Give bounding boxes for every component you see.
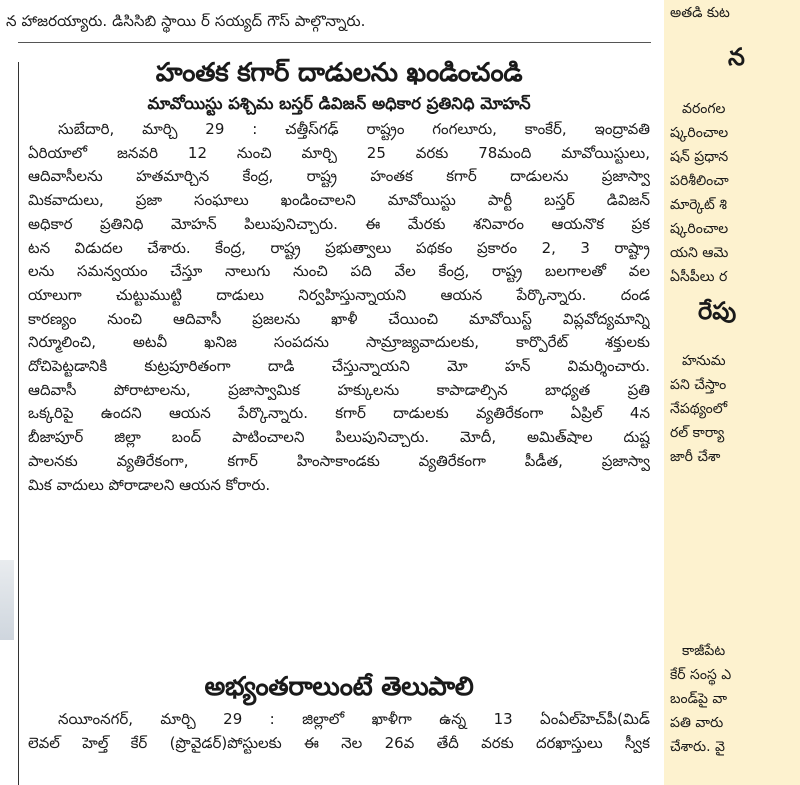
adjacent-text: ఏసీపీలు ర <box>670 269 728 285</box>
body-line: నయీంనగర్, మార్చి 29 : జిల్లాలో ఖాళీగా ఉన్న 13 ఏంఏల్‌హెచ్‌పీ(మిడ్ <box>58 710 650 728</box>
adjacent-text: నేపథ్యంలో <box>670 401 728 417</box>
body-line: నిర్మూలించి, అటవీ ఖనిజ సంపదను సామ్రాజ్యవాదులకు, కార్పొరేట్ శక్తులకు <box>28 333 650 352</box>
adjacent-heading: న <box>728 43 745 71</box>
adjacent-heading: రేపు <box>698 297 737 325</box>
adjacent-text: ష్కరించాల <box>670 125 729 141</box>
adjacent-text: ష్కరించాల <box>670 221 729 237</box>
column-divider <box>18 62 19 785</box>
body-line: ఆదివాసీ పోరాటాలను, ప్రజాస్వామిక హక్కులను కాపాడాల్సిన బాధ్యత ప్రతి <box>28 380 650 399</box>
article-subheadline: మావోయిస్టు పశ్చిమ బస్తర్ డివిజన్ అధికార ప్రతినిధి మోహన్ <box>147 94 531 113</box>
adjacent-text: వరంగల <box>682 101 726 117</box>
article-headline: హంతక కగార్ దాడులను ఖండించండి <box>155 58 523 88</box>
body-line: పాలనకు వ్యతిరేకంగా, కగార్ హింసాకాండకు వ్యతిరేకంగా పీడీత, ప్రజాస్వా <box>28 451 650 470</box>
article-objections <box>28 670 650 755</box>
body-line: టన విడుదల చేశారు. కేంద్ర, రాష్ట్ర ప్రభుత్వాలు పథకం ప్రకారం 2, 3 రాష్ట్రా <box>28 238 650 257</box>
body-line: ఒక్కరిపై ఉందని ఆయన పేర్కొన్నారు. కగార్ దాడులకు వ్యతిరేకంగా ఏప్రిల్ 4న <box>28 404 650 423</box>
adjacent-text: పని చేస్తాం <box>670 377 727 393</box>
adjacent-text: రల్ కార్యా <box>670 425 725 441</box>
previous-article-tail <box>0 0 655 44</box>
adjacent-text: అతడి కుట <box>670 5 730 21</box>
body-line: మికవాదులు, ప్రజా సంఘాలు ఖండించాలని మావోయిస్టు పార్టీ బస్తర్ డివిజన్ <box>28 191 650 210</box>
article-body <box>28 118 650 497</box>
adjacent-text: యని ఆమె <box>670 245 729 261</box>
body-line: యాలుగా చుట్టుముట్టి దాడులు నిర్వహిస్తున్నాయని ఆయన పేర్కొన్నారు. దండ <box>28 285 650 304</box>
adjacent-text: మార్కెట్ శి <box>670 197 728 213</box>
adjacent-text: కాజీపేట <box>682 643 726 659</box>
article-headline: అభ్యంతరాలుంటే తెలుపాలి <box>204 672 474 702</box>
previous-article-text: న హాజరయ్యారు. డిసిసిబి స్థాయి ర్ సయ్యద్ గౌస్ పాల్గొన్నారు. <box>6 12 366 30</box>
adjacent-column <box>664 0 800 785</box>
adjacent-text: పరిశీలించా <box>670 173 729 189</box>
body-line: అధికార ప్రతినిధి మోహన్ పిలుపునిచ్చారు. ఈ మేరకు శనివారం ఆయనొక ప్రక <box>28 214 650 233</box>
adjacent-text: పతి వారు <box>670 715 724 731</box>
body-line: లను సమన్వయం చేస్తూ నాలుగు నుంచి పది వేల కేంద్ర, రాష్ట్ర బలగాలతో వల <box>28 262 650 281</box>
top-divider <box>18 42 651 43</box>
body-line: మిక వాదులు పోరాడాలని ఆయన కోరారు. <box>28 475 271 494</box>
body-line: దోచిపెట్టడానికి కుట్రపూరితంగా దాడి చేస్తున్నాయని మో హన్ విమర్శించారు. <box>28 357 650 376</box>
body-line: ఆదివాసీలను హతమార్చిన కేంద్ర, రాష్ట్ర హంతక కగార్ దాడులను ప్రజాస్వా <box>28 167 650 186</box>
article-body <box>28 708 650 755</box>
body-line: ఏరియాలో జనవరి 12 నుంచి మార్చి 25 వరకు 78మంది మావోయిస్టులు, <box>28 143 650 162</box>
adjacent-text: బండ్‌పై వా <box>670 691 728 707</box>
adjacent-text: షన్ ప్రధాన <box>670 149 729 165</box>
body-line: సుబేదారి, మార్చి 29 : చత్తీస్‌గఢ్ రాష్ట్రం గంగలూరు, కాంకేర్, ఇంద్రావతి <box>58 120 650 138</box>
body-line: కారణ్యం నుంచి ఆదివాసీ ప్రజలను ఖాళీ చేయించి మావోయిస్ట్ విప్లవోద్యమాన్ని <box>28 309 650 328</box>
adjacent-text: హనుమ <box>682 353 726 369</box>
adjacent-text: జారీ చేశా <box>670 449 721 465</box>
adjacent-text: కేర్ సంస్థ ఎ <box>670 667 732 683</box>
adjacent-text: చేశారు. వై <box>670 739 725 755</box>
body-line: లెవల్ హెల్త్ కేర్ (ప్రొవైడర్)పోస్టులకు ఈ నెల 26వ తేదీ వరకు దరఖాస్తులు స్వీక <box>28 733 650 752</box>
adjacent-image-edge <box>0 560 14 640</box>
body-line: బీజాపూర్ జిల్లా బంద్ పాటించాలని పిలుపునిచ్చారు. మోదీ, అమిత్‌షాల దుష్ట <box>28 428 650 447</box>
article-kagar-attacks <box>28 56 650 497</box>
